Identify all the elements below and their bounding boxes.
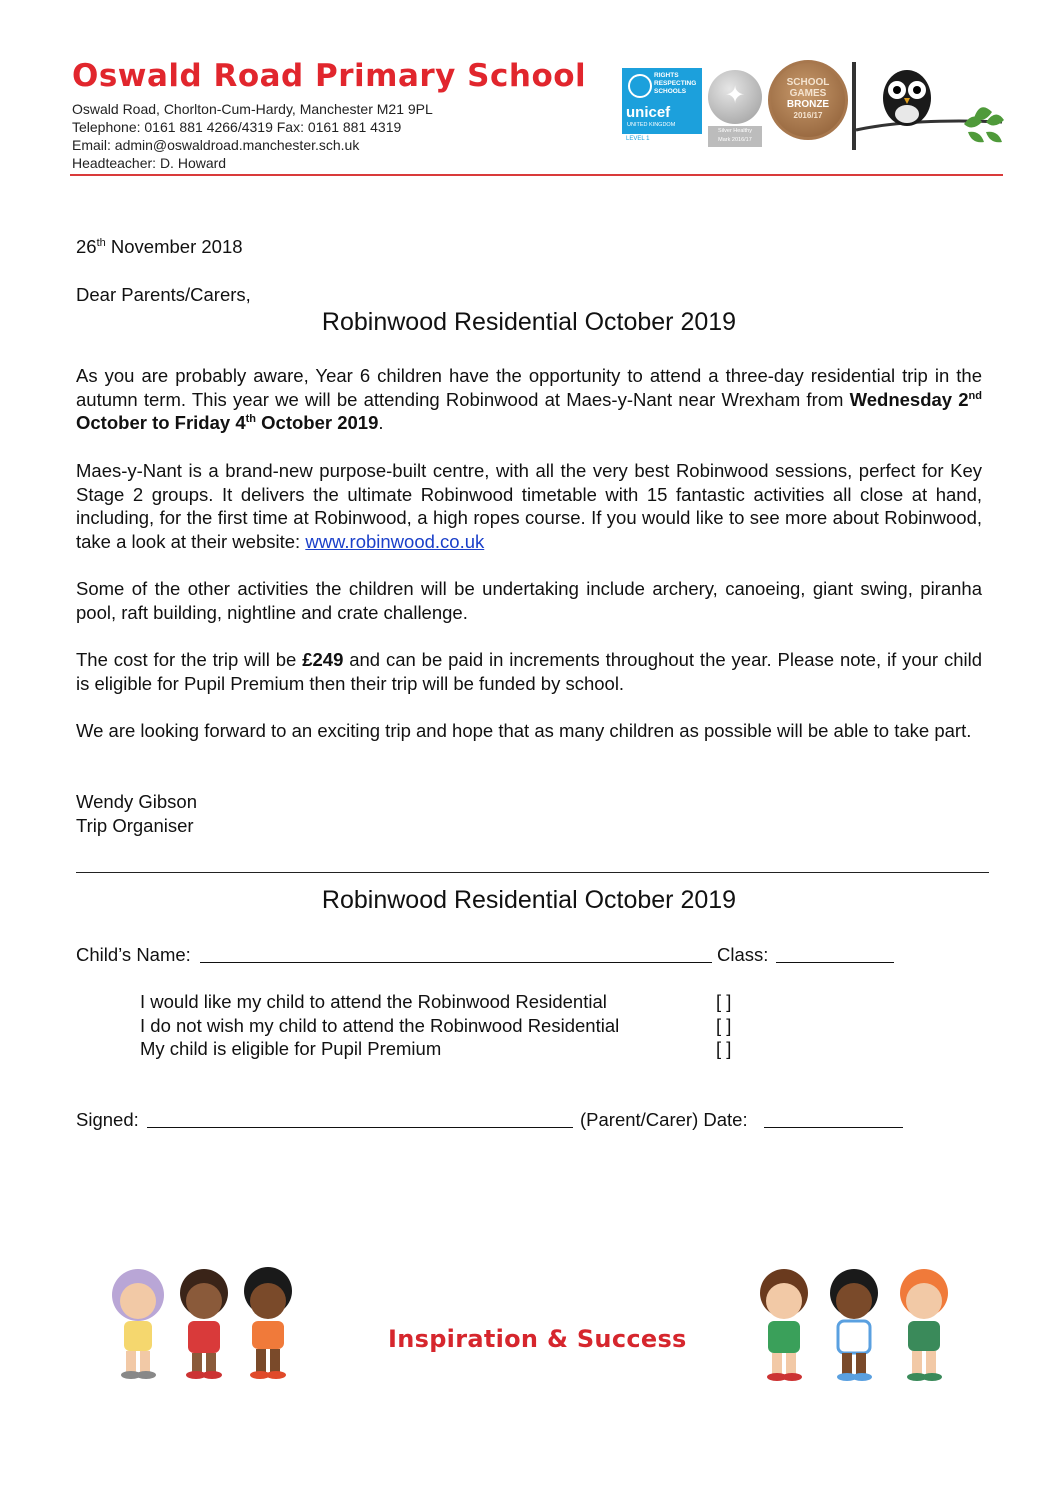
games-line1: SCHOOL <box>786 77 830 88</box>
school-address: Oswald Road, Chorlton-Cum-Hardy, Manchester M21 9PL <box>72 101 433 117</box>
paragraph-activities: Some of the other activities the children will be undertaking include archery, canoeing, giant swing, piranha pool, raft building, nightline and crate challenge. <box>76 578 982 623</box>
school-email: Email: admin@oswaldroad.manchester.sch.uk <box>72 137 360 153</box>
letter-title: Robinwood Residential October 2019 <box>321 308 737 336</box>
centre-text: Maes-y-Nant is a brand-new purpose-built centre, with all the very best Robinwood sessions, perfect for Key Stage 2 groups. It delivers the ultimate Robinwood timetable with 15 fantastic activities all close at hand, including, for the first time at Robinwood, a high ropes course. If you would like to see more about Robinwood, take a look at their website: <box>76 460 982 552</box>
paragraph-centre <box>76 459 982 553</box>
children-illustration-left <box>96 1265 310 1385</box>
tear-off-divider <box>76 872 989 873</box>
rrs-line1: RIGHTS <box>654 72 679 79</box>
class-label: Class: <box>717 944 769 965</box>
child-name-field[interactable] <box>200 962 712 963</box>
cost-text-a: The cost for the trip will be <box>76 649 303 670</box>
paragraph-closing: We are looking forward to an exciting trip and hope that as many children as possible will be able to take part. <box>76 720 972 741</box>
rrs-line2: RESPECTING <box>654 80 697 87</box>
intro-text: As you are probably aware, Year 6 children have the opportunity to attend a three-day residential trip in the autumn term. This year we will be attending Robinwood at Maes-y-Nant near Wrexham from <box>76 365 982 410</box>
robinwood-website-link[interactable]: www.robinwood.co.uk <box>305 530 485 552</box>
unicef-subtext: UNITED KINGDOM <box>627 122 676 128</box>
school-telephone: Telephone: 0161 881 4266/4319 Fax: 0161 881 4319 <box>72 119 402 135</box>
date-sup: th <box>96 236 106 249</box>
date-field[interactable] <box>764 1127 903 1128</box>
dates-part3: October 2019 <box>256 412 379 433</box>
dates-sup2: th <box>245 412 257 425</box>
class-field[interactable] <box>776 962 894 963</box>
paragraph-intro <box>76 364 982 435</box>
school-name: Oswald Road Primary School <box>72 58 587 94</box>
rrs-line3: SCHOOLS <box>654 88 687 95</box>
child-name-label: Child’s Name: <box>76 944 191 965</box>
option-attend-checkbox[interactable]: [ ] <box>716 991 732 1012</box>
rrs-level: LEVEL 1 <box>626 136 650 142</box>
salutation: Dear Parents/Carers, <box>76 284 251 305</box>
option-pupil-premium-label: My child is eligible for Pupil Premium <box>140 1038 442 1059</box>
silver-mark-label <box>708 126 762 147</box>
dates-part1: Wednesday 2 <box>849 388 969 410</box>
form-title: Robinwood Residential October 2019 <box>321 886 737 914</box>
games-line3: BRONZE <box>786 99 830 110</box>
unicef-wordmark: unicef <box>626 104 671 121</box>
games-line2: GAMES <box>789 88 827 99</box>
games-line4: 2016/17 <box>793 111 823 120</box>
dates-sup1: nd <box>968 389 982 402</box>
cost-text-b: and can be paid in increments throughout the year. Please note, if your child is eligible for Pupil Premium then their trip will be funded by school. <box>76 649 982 694</box>
owl-branch-logo <box>852 60 1008 152</box>
signer-role: Trip Organiser <box>76 815 194 836</box>
parent-date-label: (Parent/Carer) Date: <box>580 1109 748 1130</box>
headteacher: Headteacher: D. Howard <box>72 155 227 171</box>
footer-tagline: Inspiration & Success <box>388 1325 687 1353</box>
date-rest: November 2018 <box>105 236 243 257</box>
letter-date <box>76 235 243 259</box>
globe-icon <box>628 74 652 98</box>
option-not-attend-checkbox[interactable]: [ ] <box>716 1015 732 1036</box>
unicef-rights-badge <box>622 68 702 134</box>
people-icon: ✦ <box>724 82 746 109</box>
silver-line1: Silver Healthy <box>718 128 752 134</box>
date-day: 26 <box>76 236 97 257</box>
option-not-attend-label: I do not wish my child to attend the Robinwood Residential <box>140 1015 620 1036</box>
owl-icon <box>852 60 1008 152</box>
trip-price: £249 <box>302 649 344 670</box>
dates-part2: October to Friday 4 <box>76 412 246 433</box>
signature-field[interactable] <box>147 1127 573 1128</box>
option-attend-label: I would like my child to attend the Robinwood Residential <box>140 991 607 1012</box>
signer-name: Wendy Gibson <box>76 791 197 812</box>
intro-end: . <box>378 412 384 433</box>
children-illustration-right <box>748 1265 964 1389</box>
healthy-schools-badge <box>708 70 762 124</box>
paragraph-cost <box>76 648 982 695</box>
option-pupil-premium-checkbox[interactable]: [ ] <box>716 1038 732 1059</box>
school-games-bronze-badge <box>768 60 848 140</box>
silver-line2: Mark 2016/17 <box>718 137 752 143</box>
header-divider <box>70 174 1003 176</box>
signed-label: Signed: <box>76 1109 139 1130</box>
